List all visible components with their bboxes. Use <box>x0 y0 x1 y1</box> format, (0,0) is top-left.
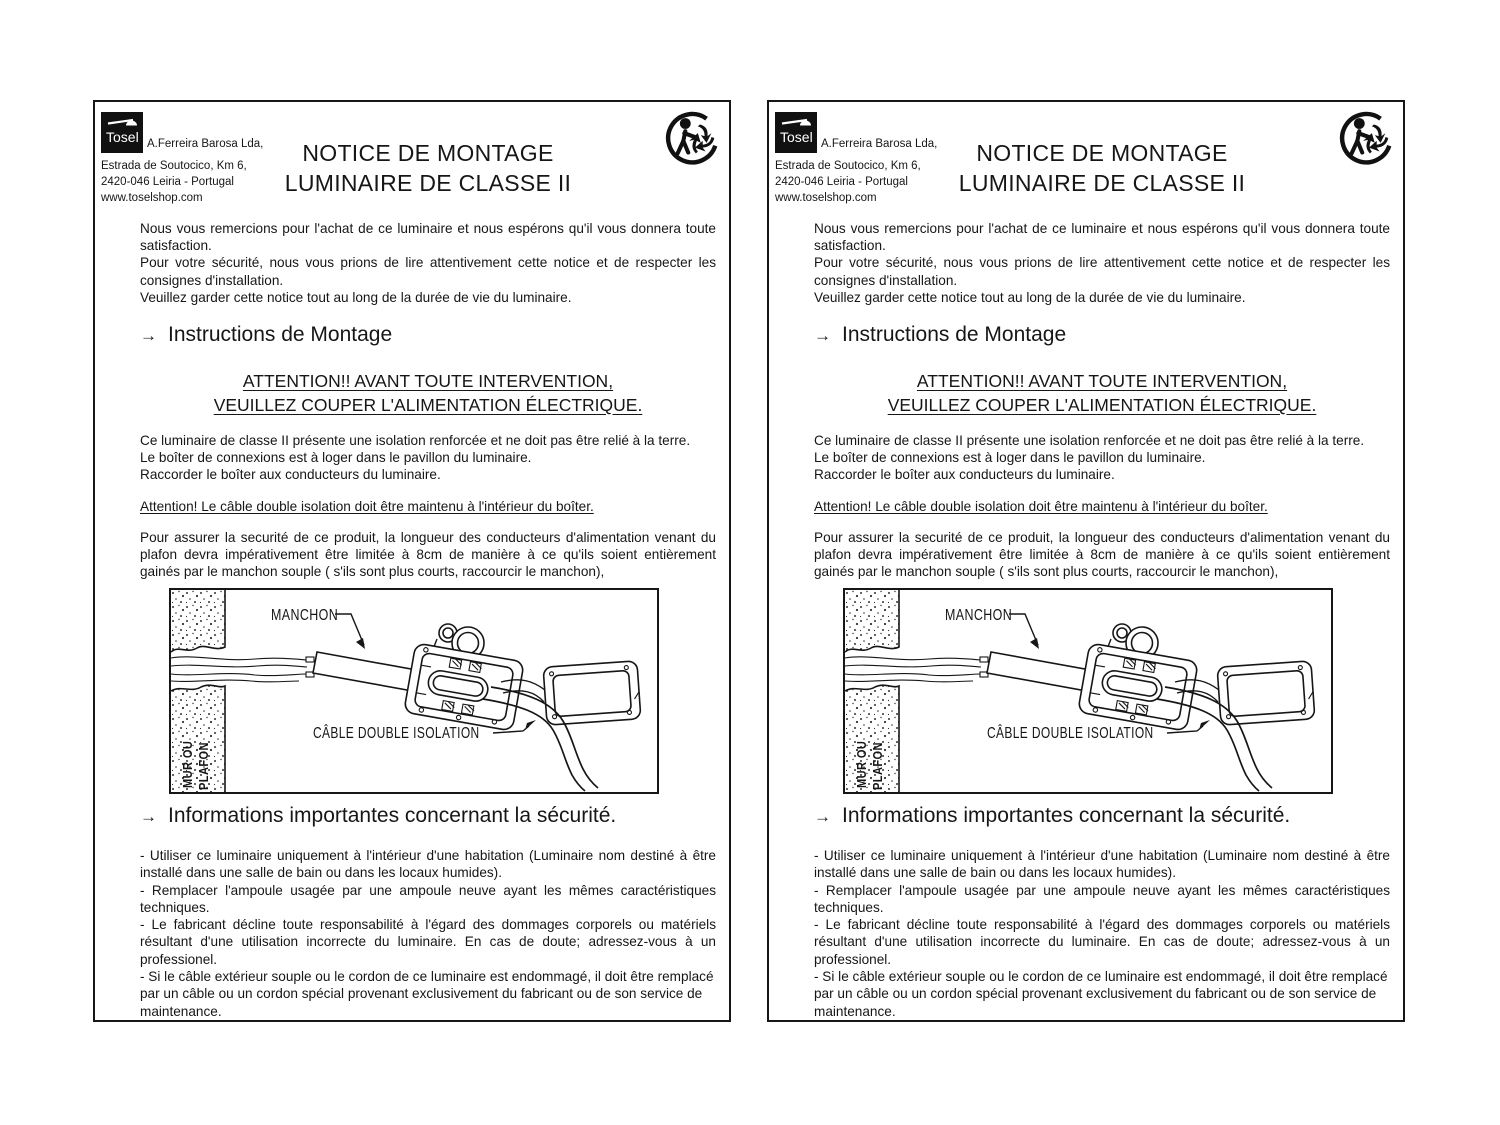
intro-sentence: Nous vous remercions pour l'achat de ce luminaire et nous espérons qu'il vous donnera toute satisfaction. <box>814 221 1390 254</box>
warning-banner-line1: ATTENTION!! AVANT TOUTE INTERVENTION, <box>242 371 614 391</box>
junction-box <box>1078 643 1198 731</box>
arrow-right-icon: → <box>814 326 831 345</box>
svg-text:MANCHON: MANCHON <box>945 606 1013 625</box>
svg-text:CÂBLE DOUBLE ISOLATION: CÂBLE DOUBLE ISOLATION <box>313 723 480 742</box>
person-body <box>678 131 695 153</box>
company-address-line: 2420-046 Leiria - Portugal <box>101 176 234 188</box>
company-website: www.toselshop.com <box>775 192 877 204</box>
safety-item: - Le fabricant décline toute responsabilité à l'égard des dommages corporels ou matériels résultant d'une utilisation incorrecte du luminaire. En cas de doute; adressez-vous à un professionel. <box>140 917 716 967</box>
warning-banner-line2: VEUILLEZ COUPER L'ALIMENTATION ÉLECTRIQUE. <box>213 394 643 415</box>
intro-sentence: Veuillez garder cette notice tout au long de la durée de vie du luminaire. <box>814 289 1246 305</box>
wall-label-line1 <box>854 741 869 788</box>
company-address-line: 2420-046 Leiria - Portugal <box>775 176 908 188</box>
safety-item: - Remplacer l'ampoule usagée par une ampoule neuve ayant les mêmes caractéristiques techniques. <box>140 882 716 915</box>
tosel-logo <box>101 112 143 153</box>
arrow-right-icon: → <box>140 807 157 826</box>
triman-recycling-icon <box>665 109 723 167</box>
section-heading-montage <box>814 323 1390 347</box>
intro-sentence: Veuillez garder cette notice tout au long de la durée de vie du luminaire. <box>140 289 572 305</box>
warning-banner <box>814 370 1390 417</box>
company-name: A.Ferreira Barosa Lda, <box>147 138 264 150</box>
warning-banner <box>140 370 716 417</box>
junction-box <box>404 643 524 731</box>
page-title-line1: NOTICE DE MONTAGE <box>976 140 1228 166</box>
wire-terminal <box>980 657 988 662</box>
safety-item: - Si le câble extérieur souple ou le cordon de ce luminaire est endommagé, il doit être remplacé par un câble ou un cordon spécial provenant exclusivement du fabricant ou de son service de maintenance. <box>140 969 714 1019</box>
arrow-right-icon: → <box>814 807 831 826</box>
svg-text:MUR OU: MUR OU <box>180 740 196 788</box>
intro-paragraph <box>814 220 1390 306</box>
company-name: A.Ferreira Barosa Lda, <box>821 138 938 150</box>
intro-paragraph <box>140 220 716 306</box>
tosel-logo-icon <box>775 112 817 153</box>
cable-label <box>313 723 480 741</box>
class2-info-line: Ce luminaire de classe II présente une isolation renforcée et ne doit pas être relié à la terre. <box>140 433 691 448</box>
installation-diagram <box>843 588 1333 794</box>
person-head <box>1354 118 1365 129</box>
logo-brand-text: Tosel <box>106 129 139 145</box>
arrow-right-icon: → <box>140 326 157 345</box>
installation-diagram-figure <box>845 590 1331 792</box>
arrow-head-icon <box>356 638 365 649</box>
safety-item: - Utiliser ce luminaire uniquement à l'intérieur d'une habitation (Luminaire nom destiné à être installé dans une salle de bain ou dans les locaux humides). <box>814 848 1390 881</box>
svg-text:MUR OU: MUR OU <box>854 740 870 788</box>
section-heading-montage <box>140 323 716 347</box>
class2-info-line: Ce luminaire de classe II présente une isolation renforcée et ne doit pas être relié à la terre. <box>814 433 1365 448</box>
arrow-head-icon <box>1030 638 1039 649</box>
tosel-logo <box>775 112 817 153</box>
recycling-arrows <box>689 124 714 153</box>
warning-banner-line2: VEUILLEZ COUPER L'ALIMENTATION ÉLECTRIQUE. <box>887 394 1317 415</box>
company-address-line: Estrada de Soutocico, Km 6, <box>101 160 247 172</box>
tosel-logo-icon <box>101 112 143 153</box>
sleeve-paragraph: Pour assurer la securité de ce produit, la longueur des conducteurs d'alimentation venant du plafon devra impérativement être limitée à 8cm de manière à ce qu'ils soient entièrement gainés par le manchon souple ( s'ils sont plus courts, raccourcir le manchon), <box>140 530 716 580</box>
section-heading-securite <box>814 804 1390 828</box>
class2-info-line: Raccorder le boîter aux conducteurs du luminaire. <box>814 467 1115 483</box>
class2-info-line: Le boîter de connexions est à loger dans le pavillon du luminaire. <box>140 450 532 466</box>
class2-info-line: Le boîter de connexions est à loger dans le pavillon du luminaire. <box>814 450 1206 466</box>
installation-diagram <box>169 588 659 794</box>
sleeve-label <box>945 607 1012 625</box>
box-lid <box>543 661 641 725</box>
svg-text:PLAFON: PLAFON <box>196 742 212 790</box>
box-lid <box>1217 661 1315 725</box>
supply-wires <box>845 657 981 682</box>
sleeve-label <box>271 607 338 625</box>
page-title <box>140 138 716 198</box>
cable-isolation-note: Attention! Le câble double isolation doit être maintenu à l'intérieur du boîter. <box>140 499 594 514</box>
svg-text:PLAFON: PLAFON <box>870 742 886 790</box>
person-body <box>1352 131 1369 153</box>
section-heading-montage-label: Instructions de Montage <box>842 323 1067 346</box>
safety-item: - Utiliser ce luminaire uniquement à l'intérieur d'une habitation (Luminaire nom destiné à être installé dans une salle de bain ou dans les locaux humides). <box>140 848 716 881</box>
intro-sentence: Pour votre sécurité, nous vous prions de lire attentivement cette notice et de respecter les consignes d'installation. <box>140 255 716 288</box>
safety-item: - Si le câble extérieur souple ou le cordon de ce luminaire est endommagé, il doit être remplacé par un câble ou un cordon spécial provenant exclusivement du fabricant ou de son service de maintenance. <box>814 969 1388 1019</box>
sleeve-paragraph: Pour assurer la securité de ce produit, la longueur des conducteurs d'alimentation venant du plafon devra impérativement être limitée à 8cm de manière à ce qu'ils soient entièrement gainés par le manchon souple ( s'ils sont plus courts, raccourcir le manchon), <box>814 530 1390 580</box>
svg-text:CÂBLE DOUBLE ISOLATION: CÂBLE DOUBLE ISOLATION <box>987 723 1154 742</box>
intro-sentence: Pour votre sécurité, nous vous prions de lire attentivement cette notice et de respecter les consignes d'installation. <box>814 255 1390 288</box>
intro-sentence: Nous vous remercions pour l'achat de ce luminaire et nous espérons qu'il vous donnera toute satisfaction. <box>140 221 716 254</box>
page-title <box>814 138 1390 198</box>
company-address-line: Estrada de Soutocico, Km 6, <box>775 160 921 172</box>
section-heading-securite-label: Informations importantes concernant la sécurité. <box>842 804 1291 827</box>
class2-info <box>814 432 1390 484</box>
section-heading-montage-label: Instructions de Montage <box>168 323 393 346</box>
wire-terminal <box>306 657 314 662</box>
triman-recycling-icon <box>1339 109 1397 167</box>
company-website: www.toselshop.com <box>101 192 203 204</box>
notice-page-copy <box>767 100 1405 1022</box>
wall-label-line1 <box>180 741 195 788</box>
person-head <box>680 118 691 129</box>
class2-info-line: Raccorder le boîter aux conducteurs du luminaire. <box>140 467 441 483</box>
warning-banner-line1: ATTENTION!! AVANT TOUTE INTERVENTION, <box>916 371 1288 391</box>
section-heading-securite-label: Informations importantes concernant la sécurité. <box>168 804 617 827</box>
supply-wires <box>171 657 307 682</box>
recycling-arrows <box>1363 124 1388 153</box>
cable-isolation-note: Attention! Le câble double isolation doit être maintenu à l'intérieur du boîter. <box>814 499 1268 514</box>
page-title-line2: LUMINAIRE DE CLASSE II <box>958 170 1246 196</box>
wall-label-line2 <box>870 742 885 790</box>
page-title-line2: LUMINAIRE DE CLASSE II <box>284 170 572 196</box>
wall-label-line2 <box>196 742 211 790</box>
section-heading-securite <box>140 804 716 828</box>
page-title-line1: NOTICE DE MONTAGE <box>302 140 554 166</box>
safety-list <box>814 847 1390 1020</box>
svg-text:MANCHON: MANCHON <box>271 606 339 625</box>
safety-item: - Remplacer l'ampoule usagée par une ampoule neuve ayant les mêmes caractéristiques techniques. <box>814 882 1390 915</box>
safety-list <box>140 847 716 1020</box>
cable-label <box>987 723 1154 741</box>
class2-info <box>140 432 716 484</box>
notice-page <box>93 100 731 1022</box>
installation-diagram-figure <box>171 590 657 792</box>
logo-brand-text: Tosel <box>780 129 813 145</box>
safety-item: - Le fabricant décline toute responsabilité à l'égard des dommages corporels ou matériels résultant d'une utilisation incorrecte du luminaire. En cas de doute; adressez-vous à un professionel. <box>814 917 1390 967</box>
